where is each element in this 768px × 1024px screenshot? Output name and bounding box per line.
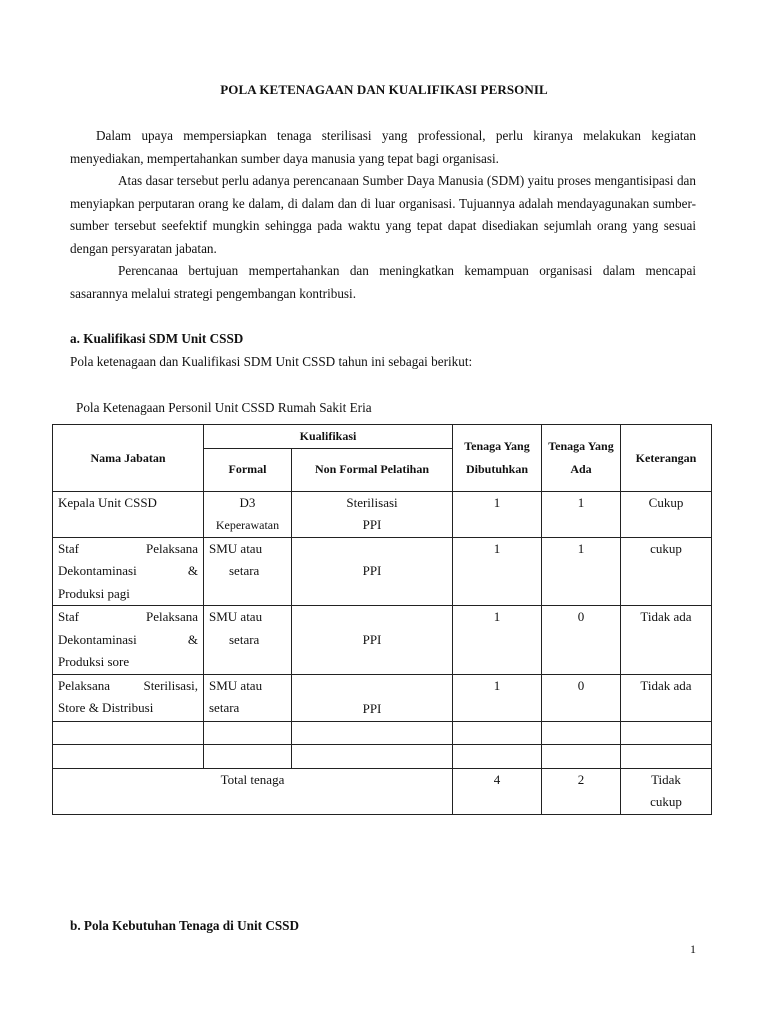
cell-formal-line: SMU atau	[209, 540, 263, 556]
document-title: POLA KETENAGAAN DAN KUALIFIKASI PERSONIL	[220, 82, 548, 97]
staffing-table	[52, 424, 712, 815]
table-row	[53, 606, 712, 675]
section-a-heading: a. Kualifikasi SDM Unit CSSD	[70, 331, 244, 346]
header-non-formal: Non Formal Pelatihan	[292, 448, 453, 491]
cell-jabatan-line: Dekontaminasi &	[58, 563, 198, 578]
cell-non-formal-line: Sterilisasi	[346, 494, 398, 510]
cell-formal-line: Keperawatan	[215, 518, 280, 532]
cell-keterangan: Tidak ada	[621, 674, 712, 721]
cell-dibutuhkan: 1	[453, 491, 542, 537]
cell-empty	[204, 721, 292, 744]
cell-empty	[453, 721, 542, 744]
cell-formal-line: D3	[239, 494, 256, 510]
cell-jabatan: Kepala Unit CSSD	[53, 491, 204, 537]
cell-jabatan-line: Produksi pagi	[58, 585, 130, 601]
header-tenaga-ada: Tenaga Yang Ada	[542, 425, 621, 492]
cell-non-formal-line: PPI	[362, 517, 382, 532]
cell-empty	[292, 744, 453, 768]
cell-empty	[292, 721, 453, 744]
cell-empty	[542, 744, 621, 768]
header-keterangan: Keterangan	[621, 425, 712, 492]
cell-non-formal: PPI	[292, 537, 453, 606]
table-caption: Pola Ketenagaan Personil Unit CSSD Rumah Sakit Eria	[76, 400, 372, 415]
cell-total-dibutuhkan: 4	[453, 768, 542, 814]
cell-formal-line: setara	[229, 631, 260, 647]
cell-formal-line: SMU atau	[209, 677, 263, 693]
cell-formal	[204, 606, 292, 675]
cell-formal-line: setara	[209, 700, 240, 715]
cell-empty	[53, 744, 204, 768]
header-kualifikasi: Kualifikasi	[204, 425, 453, 449]
cell-non-formal: PPI	[292, 674, 453, 721]
cell-jabatan	[53, 537, 204, 606]
cell-jabatan-line: Store & Distribusi	[58, 700, 154, 715]
cell-total-ada: 2	[542, 768, 621, 814]
table-row-empty	[53, 721, 712, 744]
table-total-row	[53, 768, 712, 814]
cell-formal	[204, 491, 292, 537]
cell-total-label: Total tenaga	[53, 768, 453, 814]
cell-empty	[453, 744, 542, 768]
cell-total-keterangan	[621, 768, 712, 814]
cell-formal-line: SMU atau	[209, 609, 263, 624]
header-formal: Formal	[204, 448, 292, 491]
cell-jabatan	[53, 606, 204, 675]
table-row	[53, 674, 712, 721]
cell-jabatan-line: Pelaksana Sterilisasi,	[58, 677, 198, 693]
cell-keterangan: Tidak ada	[621, 606, 712, 675]
cell-non-formal	[292, 491, 453, 537]
cell-keterangan: Cukup	[621, 491, 712, 537]
cell-formal-line: setara	[229, 563, 260, 578]
cell-dibutuhkan: 1	[453, 537, 542, 606]
cell-empty	[204, 744, 292, 768]
cell-dibutuhkan: 1	[453, 674, 542, 721]
cell-formal	[204, 537, 292, 606]
cell-ada: 1	[542, 537, 621, 606]
page-number: 1	[690, 942, 696, 956]
cell-keterangan: cukup	[621, 537, 712, 606]
cell-jabatan-line: Staf Pelaksana	[58, 609, 198, 624]
cell-ada: 0	[542, 674, 621, 721]
cell-total-keterangan-line: cukup	[650, 794, 682, 809]
section-b-heading: b. Pola Kebutuhan Tenaga di Unit CSSD	[70, 918, 300, 933]
cell-jabatan	[53, 674, 204, 721]
cell-ada: 1	[542, 491, 621, 537]
cell-empty	[621, 744, 712, 768]
paragraph-2: Atas dasar tersebut perlu adanya perencanaan Sumber Daya Manusia (SDM) yaitu proses mengantisipasi dan menyiapkan perputaran orang ke dalam, di dalam dan di luar organisasi. Tujuannya adalah mendayagunakan sumber-sumber tersebut seefektif mungkin sehingga pada waktu yang tepat dapat disediakan sejumlah orang yang sesuai dengan persyaratan jabatan.	[70, 173, 696, 256]
table-row-empty	[53, 744, 712, 768]
table-row	[53, 537, 712, 606]
paragraph-3: Perencanaa bertujuan mempertahankan dan meningkatkan kemampuan organisasi dalam mencapai sasarannya melalui strategi pengembangan kontribusi.	[70, 263, 696, 301]
cell-dibutuhkan: 1	[453, 606, 542, 675]
cell-formal	[204, 674, 292, 721]
table-row	[53, 491, 712, 537]
cell-total-keterangan-line: Tidak	[651, 771, 681, 787]
cell-jabatan-line: Staf Pelaksana	[58, 540, 198, 556]
cell-non-formal: PPI	[292, 606, 453, 675]
paragraph-1: Dalam upaya mempersiapkan tenaga sterilisasi yang professional, perlu kiranya melakukan kegiatan menyediakan, mempertahankan sumber daya manusia yang tepat bagi organisasi.	[70, 128, 696, 166]
cell-jabatan-line: Dekontaminasi &	[58, 631, 198, 647]
cell-ada: 0	[542, 606, 621, 675]
cell-empty	[542, 721, 621, 744]
header-tenaga-dibutuhkan: Tenaga Yang Dibutuhkan	[453, 425, 542, 492]
cell-jabatan-line: Produksi sore	[58, 654, 130, 669]
header-nama-jabatan: Nama Jabatan	[53, 425, 204, 492]
cell-empty	[53, 721, 204, 744]
cell-empty	[621, 721, 712, 744]
section-a-intro: Pola ketenagaan dan Kualifikasi SDM Unit CSSD tahun ini sebagai berikut:	[70, 354, 473, 369]
